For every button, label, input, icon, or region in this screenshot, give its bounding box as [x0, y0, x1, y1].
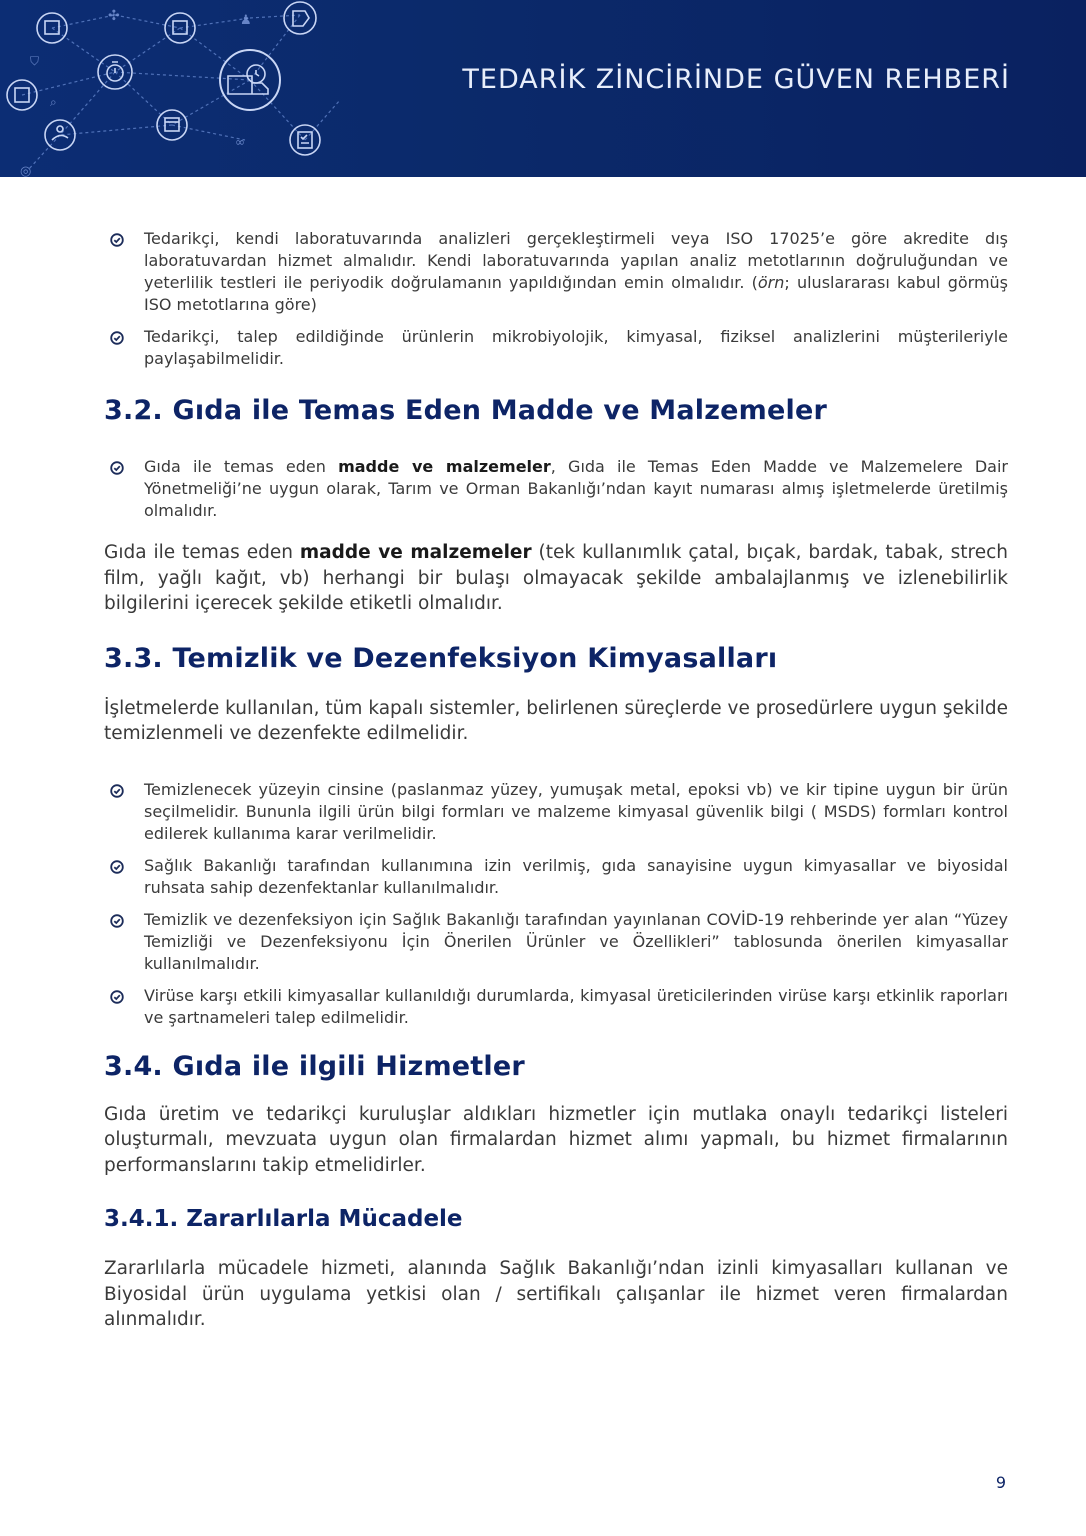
document-title: TEDARİK ZİNCİRİNDE GÜVEN REHBERİ: [462, 64, 1010, 95]
section-heading-3-4: 3.4. Gıda ile ilgili Hizmetler: [104, 1050, 525, 1082]
check-circle-icon: [110, 990, 124, 1004]
page-header: [0, 0, 1086, 177]
check-circle-icon: [110, 860, 124, 874]
list-item: Tedarikçi, kendi laboratuvarında analizleri gerçekleştirmeli veya ISO 17025’e göre akredite dış laboratuvardan hizmet almalıdır. Kendi laboratuvarında yapılan analiz metotlarının doğruluğundan ve yeterlilik testleri ile periyodik doğrulamanın yapıldığından emin olmalıdır. (örn; uluslararası kabul görmüş ISO metotlarına göre): [104, 228, 1008, 316]
paragraph-services: Gıda üretim ve tedarikçi kuruluşlar aldıkları hizmetler için mutlaka onaylı tedarikçi listeleri oluşturmalı, mevzuata uygun olan firmalardan hizmet alımı yapmalı, bu hizmet firmalarının performanslarını takip etmelidirler.: [104, 1103, 1008, 1176]
list-item: Tedarikçi, talep edildiğinde ürünlerin mikrobiyolojik, kimyasal, fiziksel analizlerini müşterileriyle paylaşabilmelidir.: [104, 326, 1008, 370]
page-number: 9: [995, 1473, 1006, 1492]
list-item: Temizlik ve dezenfeksiyon için Sağlık Bakanlığı tarafından yayınlanan COVİD-19 rehberinde yer alan “Yüzey Temizliği ve Dezenfeksiyonu İçin Önerilen Ürünler ve Özellikleri” tablosunda önerilen kimyasallar kullanılmalıdır.: [104, 909, 1008, 975]
bullet-list-food-contact: [104, 456, 1008, 522]
tag-icon: [284, 2, 316, 34]
page-content: [104, 228, 1008, 1333]
people-icon: ✣: [108, 8, 120, 24]
paragraph-cleaning: İşletmelerde kullanılan, tüm kapalı sistemler, belirlenen süreçlerde ve prosedürlere uygun şekilde temizlenmeli ve dezenfekte edilmelidir.: [104, 697, 1008, 744]
list-item: Sağlık Bakanlığı tarafından kullanımına izin verilmiş, gıda sanayisine uygun kimyasallar ve biyosidal ruhsata sahip dezenfektanlar kullanılmalıdır.: [104, 855, 1008, 899]
check-circle-icon: [110, 331, 124, 345]
paragraph-food-contact: Gıda ile temas eden madde ve malzemeler (tek kullanımlık çatal, bıçak, bardak, tabak, strech film, yağlı kağıt, vb) herhangi bir bulaşı olmayacak şekilde ambalajlanmış ve izlenebilirlik bilgilerini içerecek şekilde etiketli olmalıdır.: [104, 542, 1008, 614]
check-circle-icon: [110, 233, 124, 247]
section-heading-3-2: 3.2. Gıda ile Temas Eden Madde ve Malzemeler: [104, 395, 828, 426]
bullet-list-cleaning: [104, 779, 1008, 1029]
check-circle-icon: [110, 461, 124, 475]
handshake-icon: ∞: [235, 135, 245, 149]
list-item: Virüse karşı etkili kimyasallar kullanıldığı durumlarda, kimyasal üreticilerinden virüse karşı etkinlik raporları ve şartnameleri talep edilmelidir.: [104, 985, 1008, 1029]
supply-chain-network-illustration: [0, 0, 420, 177]
check-circle-icon: [110, 784, 124, 798]
people-icon: ♟: [240, 13, 252, 28]
bullet-list-lab-analysis: [104, 228, 1008, 370]
section-heading-3-3: 3.3. Temizlik ve Dezenfeksiyon Kimyasalları: [104, 642, 778, 674]
section-heading-3-4-1: 3.4.1. Zararlılarla Mücadele: [104, 1206, 463, 1232]
globe-icon: ◎: [20, 164, 32, 177]
list-item: Temizlenecek yüzeyin cinsine (paslanmaz yüzey, yumuşak metal, epoksi vb) ve kir tipine uygun bir ürün seçilmelidir. Bununla ilgili ürün bilgi formları ve malzeme kimyasal güvenlik bilgi ( MSDS) formları kontrol edilerek kullanıma karar verilmelidir.: [104, 779, 1008, 845]
search-icon: ⌕: [50, 95, 57, 109]
check-circle-icon: [110, 914, 124, 928]
list-item: Gıda ile temas eden madde ve malzemeler, Gıda ile Temas Eden Madde ve Malzemelere Dair Yönetmeliği’ne uygun olarak, Tarım ve Orman Bakanlığı’ndan kayıt numarası almış işletmelerde üretilmiş olmalıdır.: [104, 456, 1008, 522]
shield-icon: ⛉: [30, 54, 40, 68]
paragraph-pest-control: Zararlılarla mücadele hizmeti, alanında Sağlık Bakanlığı’ndan izinli kimyasalları kullanan ve Biyosidal ürün uygulama yetkisi olan / sertifikalı çalışanlar ile hizmet veren firmalardan alınmalıdır.: [104, 1258, 1008, 1330]
